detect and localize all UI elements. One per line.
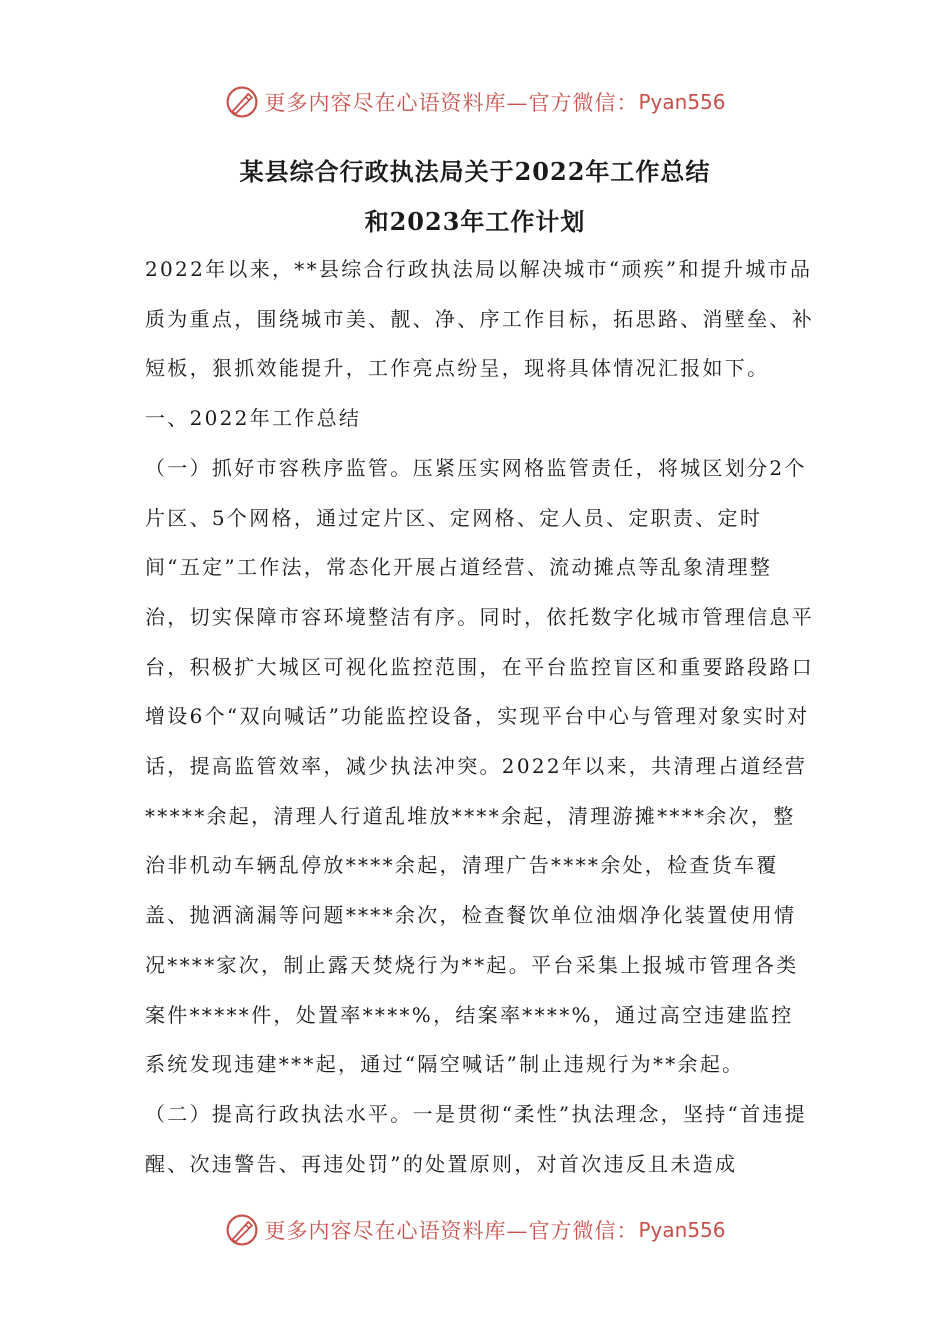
document-title-line-1: 某县综合行政执法局关于2022年工作总结 (239, 157, 711, 186)
watermark-text: 更多内容尽在心语资料库—官方微信： (264, 1219, 639, 1243)
intro-paragraph: 2022年以来，**县综合行政执法局以解决城市“顽疾”和提升城市品质为重点，围绕城市美、靓、净、序工作目标，拓思路、消壁垒、补短板，狠抓效能提升，工作亮点纷呈，现将具体情况汇报如下。 (145, 257, 814, 381)
document-body (145, 245, 815, 1189)
document-title-line-2: 和2023年工作计划 (364, 207, 586, 236)
body-paragraph-2: （二）提高行政执法水平。一是贯彻“柔性”执法理念，坚持“首违提醒、次违警告、再违处罚”的处置原则，对首次违反且未造成 (145, 1101, 807, 1176)
body-paragraph-1: （一）抓好市容秩序监管。压紧压实网格监管责任，将城区划分2个片区、5个网格，通过定片区、定网格、定人员、定职责、定时间“五定”工作法，常态化开展占道经营、流动摊点等乱象清理整治，切实保障市容环境整洁有序。同时，依托数字化城市管理信息平台，积极扩大城区可视化监控范围，在平台监控盲区和重要路段路口增设6个“双向喊话”功能监控设备，实现平台中心与管理对象实时对话，提高监管效率，减少执法冲突。2022年以来，共清理占道经营*****余起，清理人行道乱堆放****余起，清理游摊****余次，整治非机动车辆乱停放****余起，清理广告****余处，检查货车覆盖、抛洒滴漏等问题****余次，检查餐饮单位油烟净化装置使用情况****家次，制止露天焚烧行为**起。平台采集上报城市管理各类案件*****件，处置率****%，结案率****%，通过高空违建监控系统发现违建***起，通过“隔空喊话”制止违规行为**余起。 (145, 455, 814, 1077)
watermark-handle: Pyan556 (638, 1218, 726, 1242)
pen-in-circle-icon (224, 84, 260, 120)
pen-in-circle-icon (224, 1212, 260, 1248)
watermark-footer (0, 1210, 950, 1250)
watermark-text: 更多内容尽在心语资料库—官方微信： (264, 91, 639, 115)
section-heading: 一、2022年工作总结 (145, 406, 362, 431)
watermark-handle: Pyan556 (638, 90, 726, 114)
watermark-header (0, 82, 950, 122)
